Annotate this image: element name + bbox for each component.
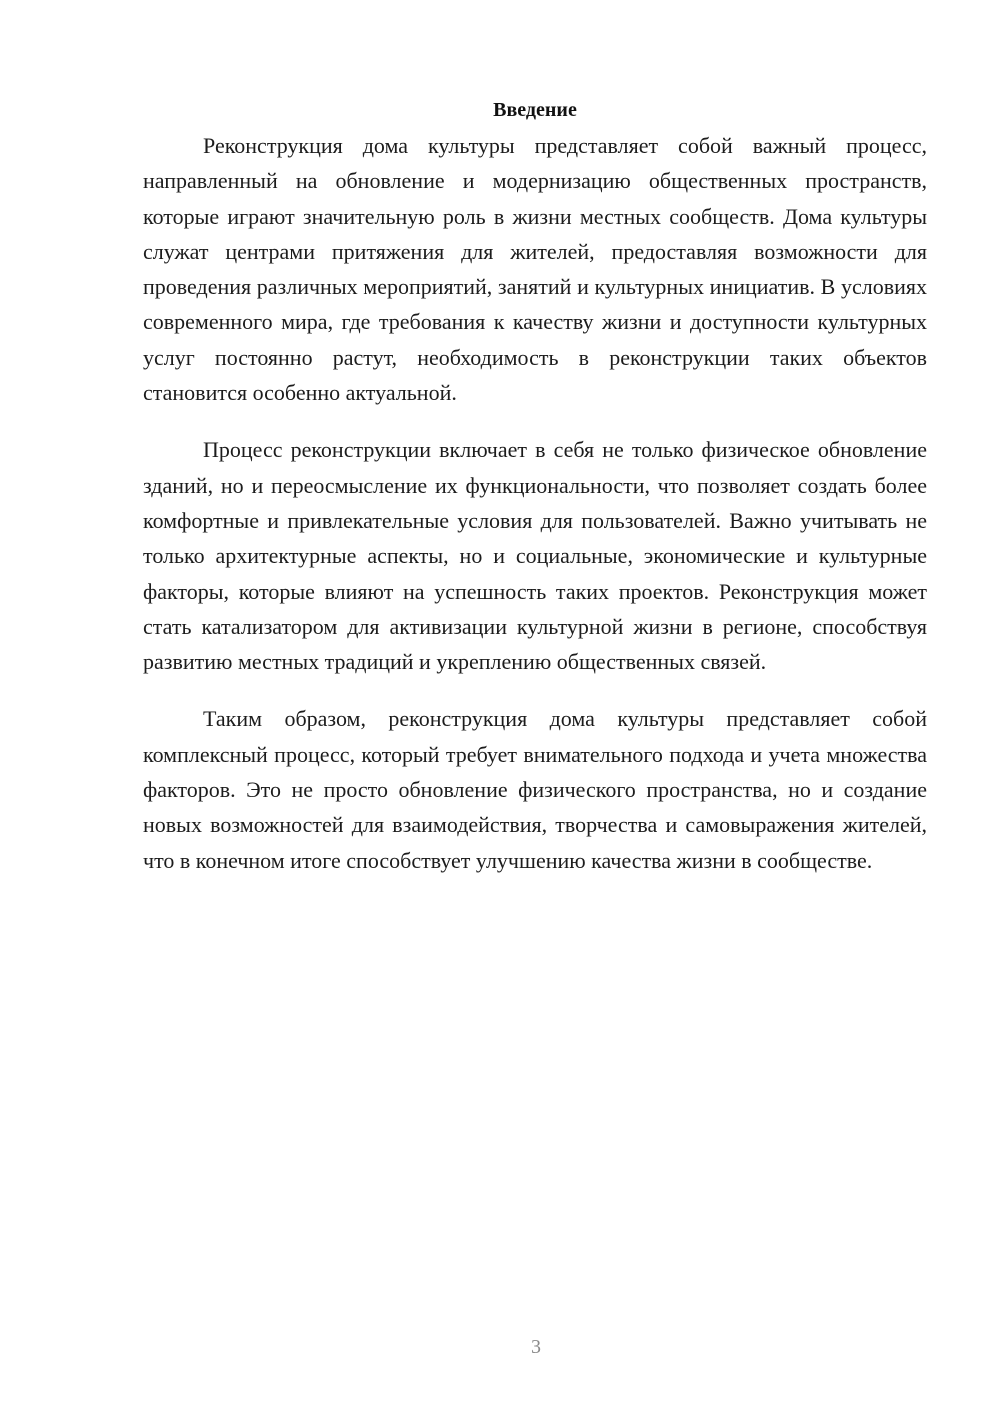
page-number: 3 — [531, 1336, 541, 1358]
paragraph-3: Таким образом, реконструкция дома культуры представляет собой комплексный процесс, который требует внимательного подхода и учета множества факторов. Это не просто обновление физического пространства, но и создание новых возможностей для взаимодействия, творчества и самовыражения жителей, что в конечном итоге способствует улучшению качества жизни в сообществе. — [143, 706, 927, 873]
paragraph-1: Реконструкция дома культуры представляет собой важный процесс, направленный на обновление и модернизацию общественных пространств, которые играют значительную роль в жизни местных сообществ. Дома культуры служат центрами притяжения для жителей, предоставляя возможности для проведения различных мероприятий, занятий и культурных инициатив. В условиях современного мира, где требования к качеству жизни и доступности культурных услуг постоянно растут, необходимость в реконструкции таких объектов становится особенно актуальной. — [143, 133, 927, 406]
paragraph-2: Процесс реконструкции включает в себя не только физическое обновление зданий, но и переосмысление их функциональности, что позволяет создать более комфортные и привлекательные условия для пользователей. Важно учитывать не только архитектурные аспекты, но и социальные, экономические и культурные факторы, которые влияют на успешность таких проектов. Реконструкция может стать катализатором для активизации культурной жизни в регионе, способствуя развитию местных традиций и укреплению общественных связей. — [143, 437, 927, 675]
page-content — [143, 95, 927, 878]
section-heading: Введение — [493, 99, 577, 121]
